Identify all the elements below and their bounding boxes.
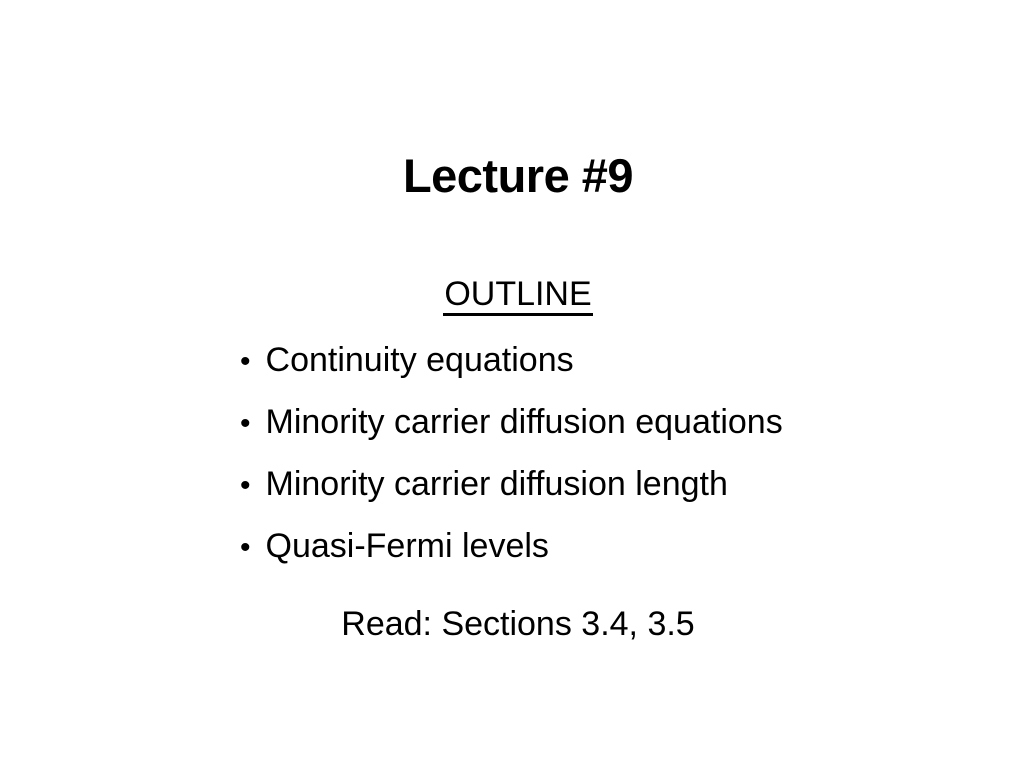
slide-title: Lecture #9 [402, 149, 634, 202]
outline-list [240, 330, 783, 578]
bullet-text: Quasi-Fermi levels [265, 527, 549, 565]
list-item [240, 516, 783, 578]
outline-heading: OUTLINE [443, 276, 592, 316]
bullet-icon: • [240, 407, 251, 440]
outline-heading-wrap [6, 276, 1024, 316]
list-item [240, 330, 783, 392]
bullet-icon: • [240, 345, 251, 378]
bullet-icon: • [240, 469, 251, 502]
reading-note: Read: Sections 3.4, 3.5 [341, 605, 695, 643]
list-item [240, 454, 783, 516]
bullet-text: Continuity equations [265, 341, 574, 379]
bullet-text: Minority carrier diffusion equations [265, 403, 783, 441]
list-item [240, 392, 783, 454]
bullet-text: Minority carrier diffusion length [265, 465, 728, 503]
bullet-icon: • [240, 531, 251, 564]
